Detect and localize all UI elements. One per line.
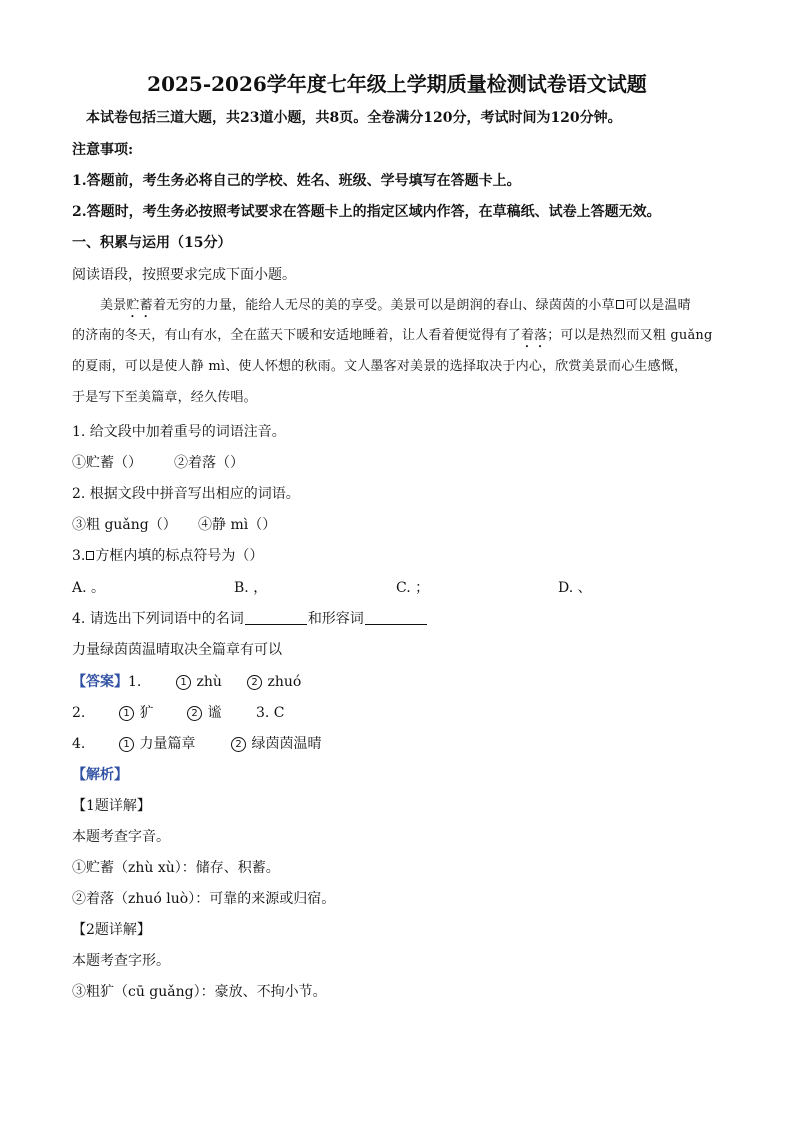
detail-1-line-3: ②着落（zhuó luò）：可靠的来源或归宿。 <box>72 891 336 907</box>
page-title: 2025-2026学年度七年级上学期质量检测试卷语文试题 <box>147 72 647 96</box>
punctuation-box <box>86 551 94 560</box>
reading-instruction: 阅读语段，按照要求完成下面小题。 <box>72 267 296 283</box>
circled-number: 2 <box>187 706 202 721</box>
notice-item-1: 1.答题前，考生务必将自己的学校、姓名、班级、学号填写在答题卡上。 <box>72 173 521 189</box>
question-2-option-a: ③粗 guǎng（） <box>72 517 177 533</box>
answer-1-1: 1 zhù <box>176 672 724 692</box>
detail-2-line-2: ③粗犷（cū guǎng）：豪放、不拘小节。 <box>72 984 327 1000</box>
question-3-stem: 3. 方框内填的标点符号为（） <box>72 548 264 564</box>
detail-1-line-1: 本题考查字音。 <box>72 829 170 845</box>
detail-2-heading: 【2题详解】 <box>72 922 151 938</box>
question-2-stem: 2. 根据文段中拼音写出相应的词语。 <box>72 486 300 502</box>
answer-1-2: 2 zhuó <box>247 672 724 692</box>
passage-line-2: 的济南的冬天，有山有水，全在蓝天下暖和安适地睡着，让人看着便觉得有了着落；可以是热烈而又粗 guǎng <box>72 328 713 343</box>
punctuation-box <box>616 300 624 309</box>
answer-4-1: 1 力量篇章 <box>119 734 724 754</box>
answer-label: 【答案】 <box>72 674 128 690</box>
question-1-option-a: ①贮蓄（） <box>72 455 142 471</box>
question-1-option-b: ②着落（） <box>174 455 244 471</box>
question-1-stem: 1. 给文段中加着重号的词语注音。 <box>72 424 286 440</box>
answer-3: 3. C <box>256 705 285 721</box>
section-heading: 一、积累与运用（15分） <box>72 235 232 251</box>
circled-number: 2 <box>247 675 262 690</box>
passage-line-4: 于是写下至美篇章，经久传唱。 <box>72 390 257 405</box>
circled-number: 1 <box>119 737 134 752</box>
detail-2-line-1: 本题考查字形。 <box>72 953 170 969</box>
passage-line-1: 美景贮蓄着无穷的力量，能给人无尽的美的享受。美景可以是朗润的春山、绿茵茵的小草 可以是温晴 <box>100 298 691 313</box>
answer-4-2: 2 绿茵茵温晴 <box>231 734 724 754</box>
question-4-stem: 4. 请选出下列词语中的名词 和形容词 <box>72 609 724 629</box>
answer-2-1: 1 犷 <box>119 703 724 723</box>
circled-number: 1 <box>176 675 191 690</box>
passage-line-3: 的夏雨，可以是使人静 mì、使人怀想的秋雨。文人墨客对美景的选择取决于内心，欣赏美景而心生感慨， <box>72 359 688 374</box>
emphasized-word-1: 贮蓄 <box>126 298 153 313</box>
notice-item-2: 2.答题时，考生务必按照考试要求在答题卡上的指定区域内作答，在草稿纸、试卷上答题无效。 <box>72 204 661 220</box>
question-2-option-b: ④静 mì（） <box>198 517 277 533</box>
answer-2-2: 2 谧 <box>187 703 724 723</box>
analysis-label: 【解析】 <box>72 767 128 783</box>
question-4-words: 力量绿茵茵温晴取决全篇章有可以 <box>72 642 282 658</box>
answer-blank <box>365 610 427 625</box>
detail-1-heading: 【1题详解】 <box>72 798 151 814</box>
question-3-option-d: D. 、 <box>558 580 592 596</box>
exam-intro: 本试卷包括三道大题，共23道小题，共8页。全卷满分120分，考试时间为120分钟。 <box>86 110 622 126</box>
circled-number: 1 <box>119 706 134 721</box>
exam-page: 2025-2026学年度七年级上学期质量检测试卷语文试题 本试卷包括三道大题，共23道小题，共8页。全卷满分120分，考试时间为120分钟。 注意事项: 1.答题前，考生务必将自己的学校、姓名、班级、学号填写在答题卡上。 2.答题时，考生务必按照考试要求在答题卡上的指定区域内作答，在草稿纸、试卷上答题无效。 一、积累与运用（15分） 阅读语段，按照要求完成下面小题。 美景贮蓄着无穷的力量，能给人无尽的美的享受。美景可以是朗润的春山、绿茵茵的小草 可以是温晴 的济南的冬天，有山有水，全在蓝天下暖和安适地睡着，让人看着便觉得有了着落；可以是热烈而又粗 guǎng 的夏雨，可以是使人静 mì、使人怀想的秋雨。文人墨客对美景的选择取决于内心，欣赏美景而心生感慨， 于是写下至美篇章，经久传唱。 1. 给文段中加着重号的词语注音。 ①贮蓄（） ②着落（） 2. 根据文段中拼音写出相应的词语。 ③粗 guǎng（） ④静 mì（） 3. 方框内填的标点符号为（） A. 。 B. ， C. ； D. 、 4. 请选出下列词语中的名词 和形容词 力量绿茵茵温晴取决全篇章有可以 【答案】 1. 1 zhù 2 zhuó 2. 1 犷 2 谧 3. C 4. 1 力量篇章 2 绿茵茵温晴 【解析】 【1题详解】 本题考查字音。 ①贮蓄（zhù xù）：储存、积蓄。 ②着落（zhuó luò）：可靠的来源或归宿。 【2题详解】 本题考查字形。 ③粗犷（cū guǎng）：豪放、不拘小节。 <box>0 0 794 1123</box>
question-3-option-b: B. ， <box>234 580 268 596</box>
detail-1-line-2: ①贮蓄（zhù xù）：储存、积蓄。 <box>72 860 280 876</box>
answer-blank <box>245 610 307 625</box>
question-3-option-a: A. 。 <box>72 580 106 596</box>
notice-heading: 注意事项: <box>72 142 134 158</box>
emphasized-word-2: 着落 <box>520 328 548 343</box>
circled-number: 2 <box>231 737 246 752</box>
question-3-option-c: C. ； <box>396 580 430 596</box>
